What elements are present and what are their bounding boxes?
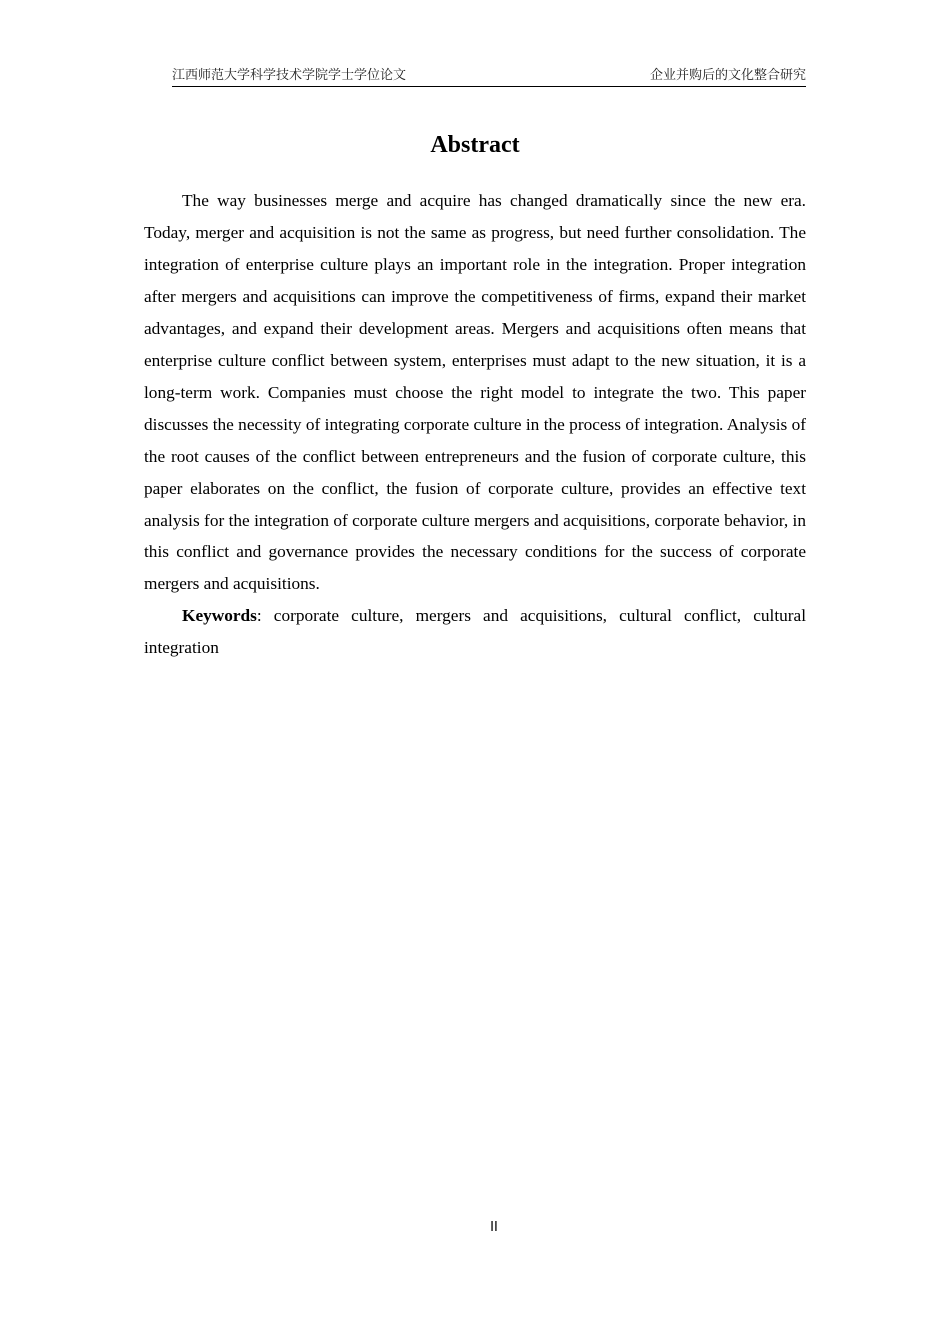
running-header [172,66,806,87]
abstract-section [144,185,806,664]
page-title: Abstract [430,132,520,158]
page-number: II [490,1220,498,1235]
abstract-paragraph: The way businesses merge and acquire has changed dramatically since the new era. Today, merger and acquisition is not the same as progress, but need further consolidation. The integration of enterprise culture plays an important role in the integration. Proper integration after mergers and acquisitions can improve the competitiveness of firms, expand their market advantages, and expand their development areas. Mergers and acquisitions often means that enterprise culture conflict between system, enterprises must adapt to the new situation, it is a long-term work. Companies must choose the right model to integrate the two. This paper discusses the necessity of integrating corporate culture in the process of integration. Analysis of the root causes of the conflict between entrepreneurs and the fusion of corporate culture, this paper elaborates on the conflict, the fusion of corporate culture, provides an effective text analysis for the integration of corporate culture mergers and acquisitions, corporate behavior, in this conflict and governance provides the necessary conditions for the success of corporate mergers and acquisitions. [144,191,806,594]
keywords-paragraph [144,600,806,664]
keywords-label: Keywords [182,606,257,626]
header-thesis-title: 企业并购后的文化整合研究 [649,68,806,83]
keywords-text: : corporate culture, mergers and acquisitions, cultural conflict, cultural integration [144,606,806,658]
header-institution: 江西师范大学科学技术学院学士学位论文 [172,68,407,83]
